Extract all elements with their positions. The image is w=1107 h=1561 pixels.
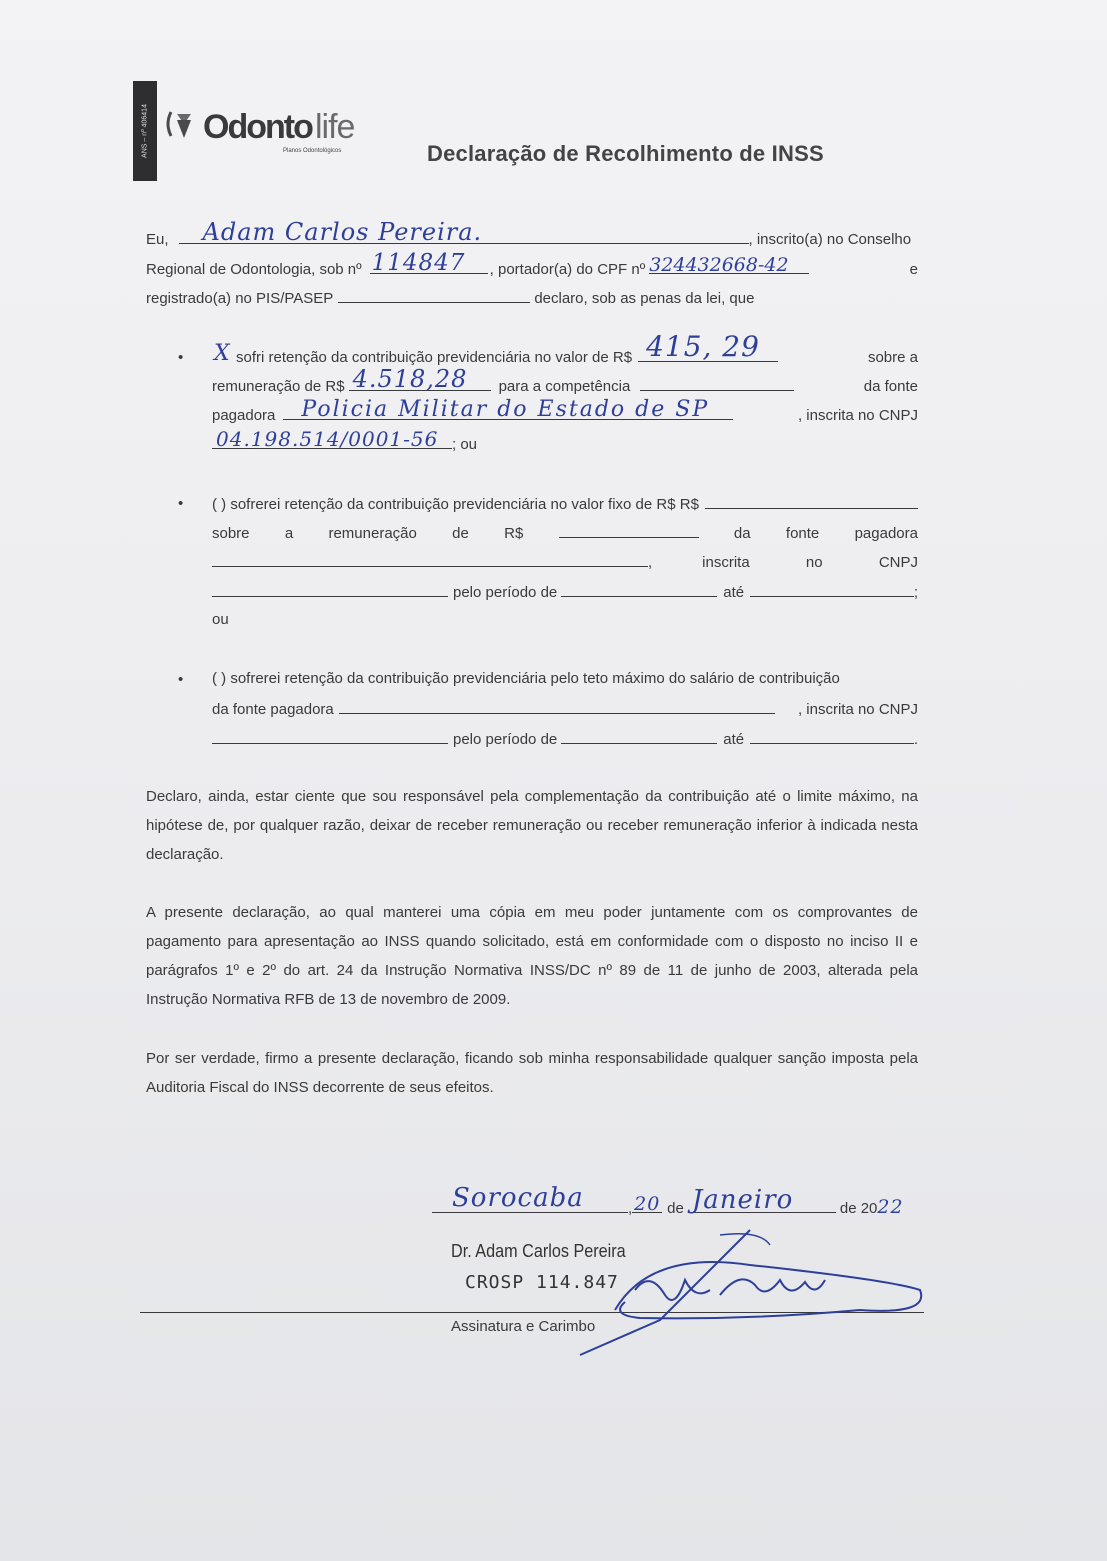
option2-no: no: [805, 554, 823, 571]
option2-valor-field[interactable]: [705, 494, 918, 509]
option1-checkbox[interactable]: [212, 341, 236, 366]
date-de-2: de 20: [839, 1200, 878, 1217]
option1-text-3: remuneração de R$: [212, 378, 345, 395]
option3-line-1: [212, 670, 918, 687]
handwritten-signature: [420, 1170, 980, 1370]
document-title: Declaração de Recolhimento de INSS: [427, 141, 824, 166]
option1-fonte-handwritten: Policia Militar do Estado de SP: [301, 397, 710, 422]
ans-registration-bar: [133, 81, 157, 181]
ans-code: ANS – nº 406414: [141, 104, 149, 158]
paragraph-verdade: Por ser verdade, firmo a presente declaração, ficando sob minha responsabilidade qualquer sanção imposta pela Auditoria Fiscal do INSS decorrente de seus efeitos.: [146, 1050, 918, 1096]
cpf-handwritten: 324432668-42: [649, 254, 789, 276]
option2-de: de: [452, 525, 469, 542]
option2-remuneracao: remuneração: [328, 525, 417, 542]
intro-line-3: [146, 288, 918, 307]
option2-line-1: [212, 494, 918, 513]
option1-cnpj-handwritten: 04.198.514/0001-56: [216, 427, 439, 451]
option3-periodo-label: pelo período de: [453, 731, 558, 748]
option1-line-4: [212, 427, 918, 453]
option3-periodo-inicio-field[interactable]: [561, 729, 717, 744]
option2-comma: ,: [648, 554, 653, 571]
option1-ou: ; ou: [452, 436, 478, 453]
option3-fonte-field[interactable]: [339, 699, 775, 714]
regional-label: Regional de Odontologia, sob nº: [146, 261, 362, 278]
option3-text-2: da fonte pagadora: [212, 701, 334, 718]
option2-line-5: [212, 611, 918, 628]
bullet-1: •: [178, 349, 184, 366]
option1-line-1: [212, 330, 918, 366]
option2-pagadora: pagadora: [854, 525, 918, 542]
option3-dot: .: [913, 731, 918, 748]
option1-remuneracao-handwritten: 4.518,28: [352, 365, 468, 393]
option2-periodo-inicio-field[interactable]: [561, 582, 717, 597]
day-handwritten: 20: [634, 1193, 661, 1215]
registrado-label: registrado(a) no PIS/PASEP: [146, 290, 334, 307]
option1-text-2: sobre a: [867, 349, 918, 366]
logo-odonto: Odonto: [203, 108, 312, 146]
bullet-2: •: [178, 495, 184, 512]
cpf-field[interactable]: [649, 254, 809, 276]
logo-subtitle: Planos Odontológicos: [283, 148, 342, 154]
option1-text-6: pagadora: [212, 407, 276, 424]
portador-label: , portador(a) do CPF nº: [489, 261, 646, 278]
option2-line-3: [212, 552, 918, 571]
option1-valor-handwritten: 415, 29: [646, 330, 760, 363]
option2-fonte: fonte: [785, 525, 820, 542]
option2-sobre: sobre: [212, 525, 250, 542]
option2-remuneracao-field[interactable]: [559, 523, 699, 538]
date-de-1: de: [667, 1200, 684, 1217]
paragraph-responsabilidade: Declaro, ainda, estar ciente que sou responsável pela complementação da contribuição até o limite máximo, na hipótese de, por qualquer razão, deixar de receber remuneração ou receber remuneração inferior à indicada nesta declaração.: [146, 788, 918, 863]
option3-line-3: [212, 729, 918, 748]
bullet-3: •: [178, 671, 184, 688]
option2-inscrita: inscrita: [702, 554, 750, 571]
signature-label: Assinatura e Carimbo: [451, 1318, 596, 1335]
option1-remuneracao-field[interactable]: [349, 365, 491, 393]
option2-da: da: [733, 525, 751, 542]
stamp-crosp: CROSP 114.847: [465, 1272, 619, 1293]
option2-cnpj-field[interactable]: [212, 582, 448, 597]
option3-line-2: [212, 699, 918, 718]
logo-life: life: [315, 108, 355, 146]
option2-a: a: [284, 525, 294, 542]
paragraph-conformidade: A presente declaração, ao qual manterei uma cópia em meu poder juntamente com os comprovantes de pagamento para apresentação ao INSS quando solicitado, está em conformidade com o disposto no inciso II e parágrafos 1º e 2º do art. 24 da Instrução Normativa INSS/DC nº 89 de 11 de junho de 2003, alterada pela Instrução Normativa RFB de 13 de novembro de 2009.: [146, 904, 918, 1008]
option2-line-4: [212, 582, 918, 601]
intro-line-1: [146, 218, 918, 248]
option1-text-4: para a competência: [498, 378, 631, 395]
option1-text-7: , inscrita no CNPJ: [797, 407, 918, 424]
e-label: e: [909, 261, 918, 278]
option2-rs: R$: [504, 525, 524, 542]
year-handwritten: 22: [877, 1196, 904, 1218]
option2-semicolon: ;: [913, 584, 918, 601]
option3-ate-label: até: [723, 731, 745, 748]
option1-text-1: sofri retenção da contribuição previdenciária no valor de R$: [236, 349, 633, 366]
option3-periodo-fim-field[interactable]: [750, 729, 914, 744]
declaro-label: declaro, sob as penas da lei, que: [534, 290, 755, 307]
option3-cnpj-field[interactable]: [212, 729, 448, 744]
option2-cnpj-label: CNPJ: [878, 554, 918, 571]
option3-text-1: ( ) sofrerei retenção da contribuição previdenciária pelo teto máximo do salário de contribuição: [212, 670, 840, 687]
option1-check-handwritten: X: [214, 341, 231, 366]
month-handwritten: Janeiro: [691, 1185, 794, 1215]
option2-line-2: [212, 523, 918, 542]
intro-line-2: [146, 250, 918, 278]
cro-field[interactable]: [370, 250, 488, 276]
odontolife-logo: [165, 100, 375, 158]
option2-ate-label: até: [723, 584, 745, 601]
inscrito-text: , inscrito(a) no Conselho: [748, 231, 912, 248]
option2-text-1: ( ) sofrerei retenção da contribuição previdenciária no valor fixo de R$ R$: [212, 496, 699, 513]
name-field[interactable]: [179, 218, 749, 246]
city-handwritten: Sorocaba: [452, 1183, 584, 1213]
stamp-name: Dr. Adam Carlos Pereira: [451, 1241, 626, 1261]
option1-fonte-field[interactable]: [283, 397, 733, 422]
option2-ou: ou: [212, 611, 229, 628]
option2-inscrita-group: [702, 554, 918, 571]
option1-competencia-field[interactable]: [640, 376, 794, 391]
option3-text-3: , inscrita no CNPJ: [797, 701, 918, 718]
option1-text-5: da fonte: [863, 378, 918, 395]
option1-cnpj-field[interactable]: [212, 427, 452, 451]
option2-periodo-fim-field[interactable]: [750, 582, 914, 597]
option2-periodo-label: pelo período de: [453, 584, 558, 601]
name-handwritten: Adam Carlos Pereira.: [202, 218, 483, 246]
option1-line-3: [212, 397, 918, 424]
cro-handwritten: 114847: [371, 250, 466, 276]
option1-valor-field[interactable]: [638, 330, 778, 363]
option1-line-2: [212, 365, 918, 395]
eu-label: Eu,: [146, 231, 169, 248]
option2-fonte-field[interactable]: [212, 552, 648, 567]
date-comma: ,: [628, 1200, 633, 1217]
pis-field[interactable]: [338, 288, 530, 303]
